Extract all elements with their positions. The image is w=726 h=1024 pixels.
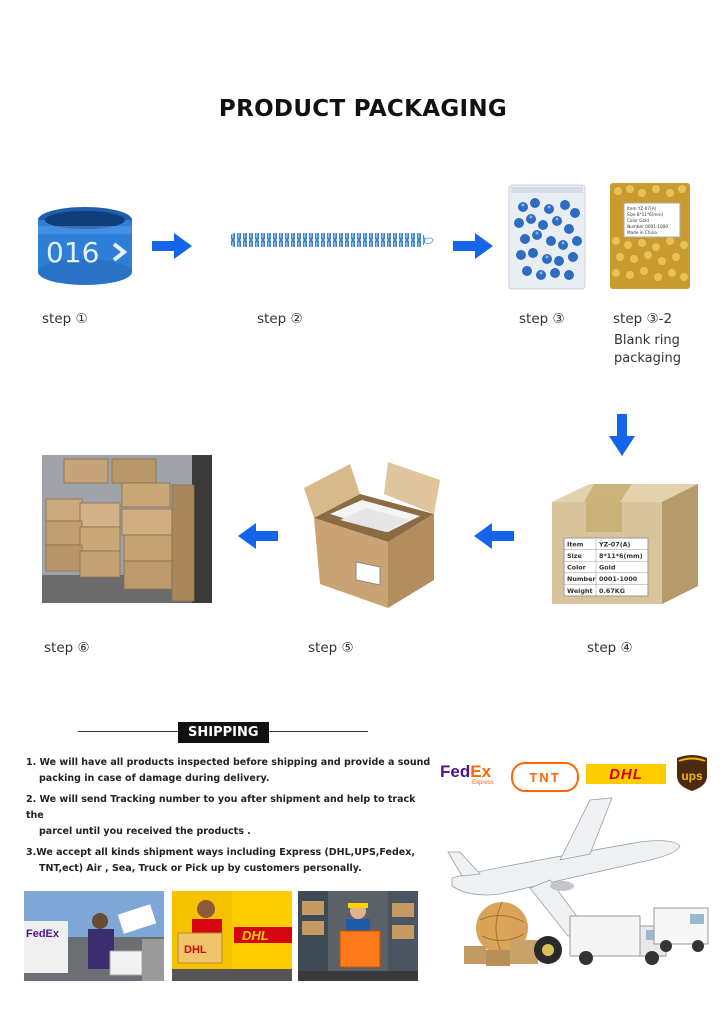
step-4-label: step ④	[587, 640, 633, 656]
bagged-gold-rings-image	[608, 181, 692, 291]
arrow-down-icon	[609, 414, 635, 456]
fedex-van-text: FedEx	[26, 928, 60, 940]
box-label-value: 0001-1000	[599, 575, 638, 584]
step-5-label: step ⑤	[308, 640, 354, 656]
step-3-2-note-line-1: Blank ring	[614, 333, 680, 348]
step-3-2-label: step ③-2	[613, 311, 673, 327]
tnt-logo	[511, 762, 579, 792]
dhl-box-text: DHL	[184, 944, 207, 956]
arrow-left-icon	[474, 523, 514, 549]
logistics-illustration	[440, 790, 720, 980]
step-3-label: step ③	[519, 311, 565, 327]
shipping-term-2-line-2: parcel until you received the products .	[39, 826, 251, 837]
box-label-key: Color	[567, 563, 586, 572]
fedex-logo-sub: Express	[472, 780, 494, 786]
fedex-delivery-photo	[24, 891, 164, 981]
blue-ring-image	[30, 200, 140, 290]
box-label-key: Item	[567, 540, 584, 549]
dhl-truck-text: DHL	[242, 928, 269, 943]
arrow-right-icon	[152, 233, 192, 259]
step-3-2-note-line-2: packaging	[614, 351, 681, 366]
small-label-line: Size 8*11*6(mm)	[627, 212, 664, 217]
stacked-cartons-image	[42, 455, 212, 603]
dhl-delivery-photo	[172, 891, 292, 981]
shipping-term-1-line-2: packing in case of damage during delivery.	[39, 773, 270, 784]
ups-logo-text: ups	[681, 769, 703, 783]
ring-number: 016	[46, 236, 100, 269]
fedex-logo-fed: Fed	[440, 762, 471, 781]
box-label-key: Weight	[567, 586, 593, 595]
dhl-logo	[586, 764, 666, 784]
box-label-value: 0.67KG	[599, 586, 625, 595]
ring-strand-image	[225, 226, 435, 254]
arrow-left-icon	[238, 523, 278, 549]
step-6-label: step ⑥	[44, 640, 90, 656]
dhl-logo-text: DHL	[609, 765, 643, 783]
shipping-term-3-line-2: TNT,ect) Air , Sea, Truck or Pick up by customers personally.	[39, 863, 362, 874]
box-label-value: YZ-07(A)	[599, 540, 631, 549]
box-label-value: Gold	[599, 563, 616, 572]
small-label-line: Item YZ-07(A)	[627, 206, 657, 211]
shipping-term-1-line-1: 1. We will have all products inspected before shipping and provide a sound	[26, 757, 431, 768]
small-label-line: Number 0001-1000	[627, 224, 668, 229]
step-1-label: step ①	[42, 311, 88, 327]
sealed-box-image	[550, 482, 700, 606]
box-label-key: Size	[567, 552, 582, 560]
tnt-logo-text: TNT	[529, 769, 561, 785]
small-label-line: Made in China	[627, 230, 657, 235]
box-label-key: Number	[567, 575, 596, 584]
open-box-image	[300, 458, 448, 610]
arrow-right-icon	[453, 233, 493, 259]
fedex-logo-ex: Ex	[470, 762, 492, 781]
shipping-badge: SHIPPING	[178, 722, 269, 743]
bagged-blue-rings-image	[507, 183, 587, 291]
shipping-terms	[26, 755, 436, 882]
page-title: PRODUCT PACKAGING	[218, 96, 508, 122]
small-label-line: Color Gold	[627, 218, 649, 223]
fedex-logo	[440, 762, 494, 786]
step-2-label: step ②	[257, 311, 303, 327]
box-label-value: 8*11*6(mm)	[599, 552, 643, 560]
shipping-term-3-line-1: 3.We accept all kinds shipment ways including Express (DHL,UPS,Fedex,	[26, 847, 415, 858]
warehouse-worker-photo	[298, 891, 418, 981]
shipping-term-2-line-1: 2. We will send Tracking number to you after shipment and help to track the	[26, 794, 416, 821]
